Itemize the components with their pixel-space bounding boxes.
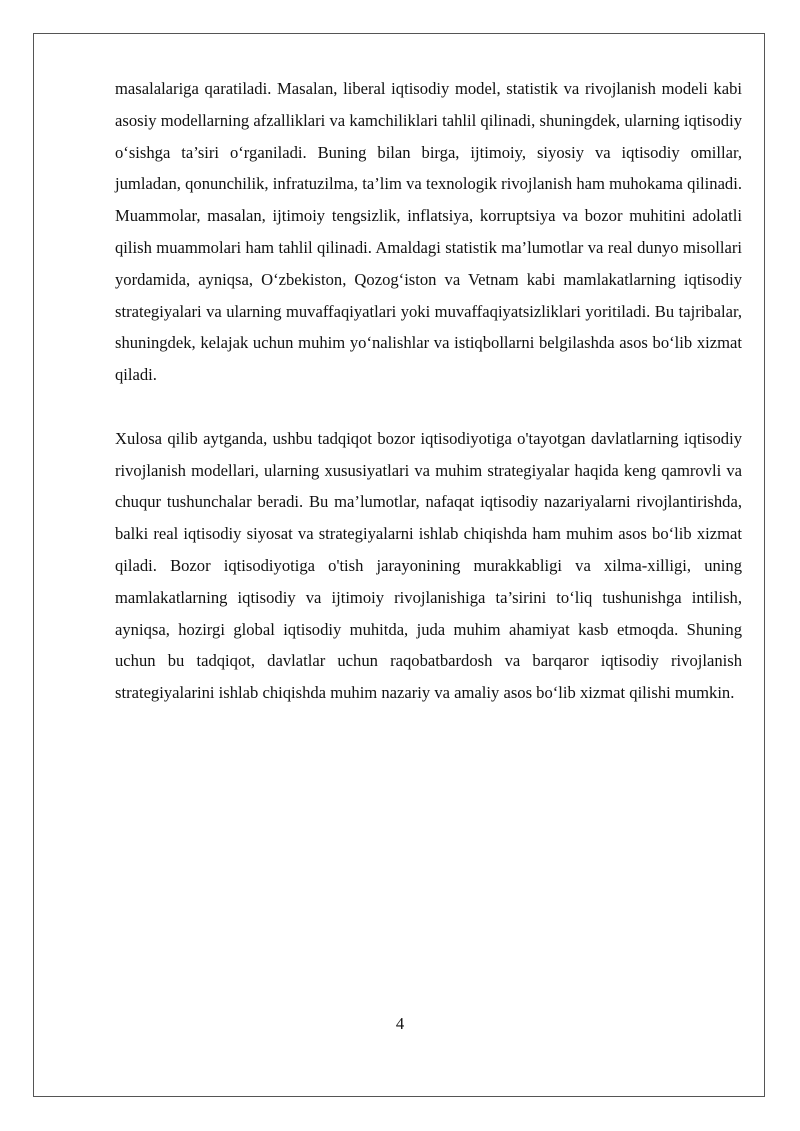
document-body bbox=[115, 73, 742, 709]
paragraph: Xulosa qilib aytganda, ushbu tadqiqot bozor iqtisodiyotiga o'tayotgan davlatlarning iqtisodiy rivojlanish modellari, ularning xususiyatlari va muhim strategiyalar haqida keng qamrovli va chuqur tushunchalar beradi. Bu ma’lumotlar, nafaqat iqtisodiy nazariyalarni rivojlantirishda, balki real iqtisodiy siyosat va strategiyalarni ishlab chiqishda ham muhim asos bo‘lib xizmat qiladi. Bozor iqtisodiyotiga o'tish jarayonining murakkabligi va xilma-xilligi, uning mamlakatlarning iqtisodiy va ijtimoiy rivojlanishiga ta’sirini to‘liq tushunishga intilish, ayniqsa, hozirgi global iqtisodiy muhitda, juda muhim ahamiyat kasb etmoqda. Shuning uchun bu tadqiqot, davlatlar uchun raqobatbardosh va barqaror iqtisodiy rivojlanish strategiyalarini ishlab chiqishda muhim nazariy va amaliy asos bo‘lib xizmat qilishi mumkin. bbox=[115, 428, 742, 703]
paragraph-spacer bbox=[115, 391, 742, 423]
paragraph: masalalariga qaratiladi. Masalan, liberal iqtisodiy model, statistik va rivojlanish modeli kabi asosiy modellarning afzalliklari va kamchiliklari tahlil qilinadi, shuningdek, ularning iqtisodiy o‘sishga ta’siri o‘rganiladi. Buning bilan birga, ijtimoiy, siyosiy va iqtisodiy omillar, jumladan, qonunchilik, infratuzilma, ta’lim va texnologik rivojlanish ham muhokama qilinadi. Muammolar, masalan, ijtimoiy tengsizlik, inflatsiya, korruptsiya va bozor muhitini adolatli qilish muammolari ham tahlil qilinadi. Amaldagi statistik ma’lumotlar va real dunyo misollari yordamida, ayniqsa, O‘zbekiston, Qozog‘iston va Vetnam kabi mamlakatlarning iqtisodiy strategiyalari va ularning muvaffaqiyatlari yoki muvaffaqiyatsizliklari yoritiladi. Bu tajribalar, shuningdek, kelajak uchun muhim yo‘nalishlar va istiqbollarni belgilashda asos bo‘lib xizmat qiladi. bbox=[115, 79, 742, 385]
page-number: 4 bbox=[395, 1014, 405, 1033]
